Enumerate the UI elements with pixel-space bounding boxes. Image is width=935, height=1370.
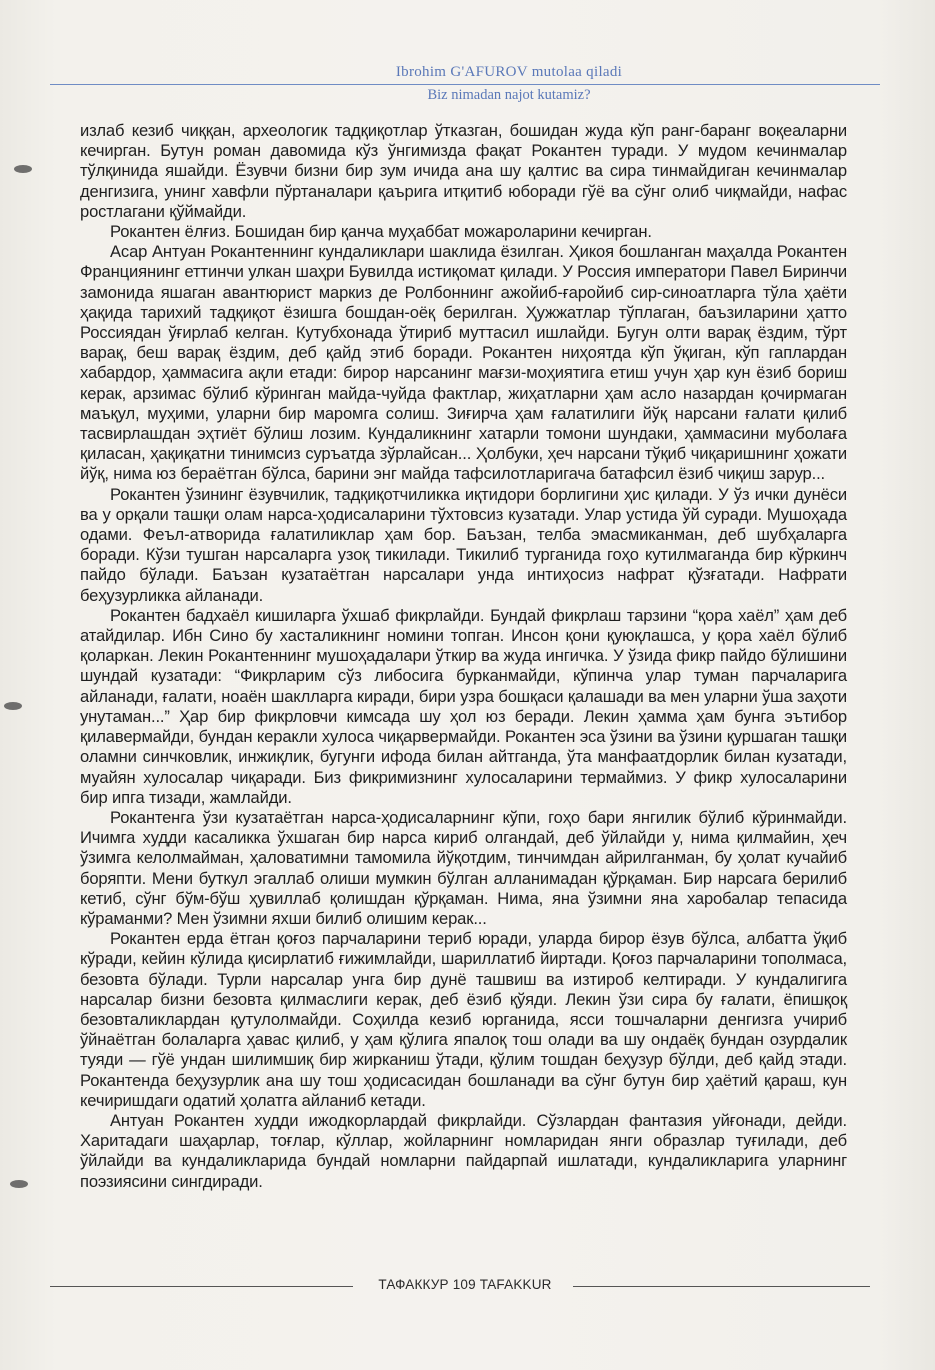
header-rule bbox=[50, 84, 880, 85]
footer-page-label: ТАФАККУР 109 TAFAKKUR bbox=[378, 1277, 552, 1292]
header-subtitle: Biz nimadan najot kutamiz? bbox=[427, 87, 591, 103]
paragraph: Рокантен ўзининг ёзувчилик, тадқиқотчиликка иқтидори борлигини ҳис қилади. У ўз ички дунёси ва у орқали ташқи олам нарса-ҳодисаларини тўхтовсиз кузатади. Улар устида ўй суради. Мушоҳада одами. Феъл-атворида ғалатиликлар ҳам бор. Баъзан, телба эмасмиканман, деб шубҳаларга боради. Кўзи тушган нарсаларга узоқ тикилади. Тикилиб турганида гоҳо кутилмаганда бир кўркинч пайдо бўлади. Баъзан кузатаётган нарсалари унда интиҳосиз нафрат қўзғатади. Нафрати беҳузурликка айланади. bbox=[80, 484, 847, 605]
footer-rule-left bbox=[50, 1286, 353, 1287]
punch-hole-mark bbox=[10, 1180, 28, 1188]
paragraph: Рокантен ерда ётган қоғоз парчаларини териб юради, уларда бирор ёзув бўлса, албатта ўқиб кўради, кейин кўлида қисирлатиб ғижимлайди, шариллатиб йиртади. Қоғоз парчаларини тополмаса, безовта бўлади. Турли нарсалар унга бир дунё ташвиш ва изтироб келтиради. У кундалигига нарсалар бизни безовта қилмаслиги керак, деб ёзиб қўяди. Лекин ўзи сира бу ғалати, ёпишқоқ безовталиклардан қутулолмайди. Соҳилда кезиб юрганида, ясси тошчаларни денгизга учириб ўйнаётган болаларга ҳавас қилиб, у ҳам қўлига япалоқ тош олади ва шу ондаёқ бундан озурдалик туяди — гўё ундан шилимшиқ бир жирканиш ўтади, қўлим тошдан беҳузур бўлди, деб қайд этади. Рокантенда беҳузурлик ана шу тош ҳодисасидан бошланади ва сўнг бутун бир ҳаётий қараш, кун кечиришдаги одатий ҳолатга айланиб кетади. bbox=[80, 929, 847, 1110]
paragraph: Рокантенга ўзи кузатаётган нарса-ҳодисаларнинг кўпи, гоҳо бари янгилик бўлиб кўринмайди. Ичимга худди касаликка ўхшаган бир нарса кириб олгандай, деб ўйлайди у, нима қилмайин, ҳеч ўзимга келолмайман, ҳаловатимни тамомила йўқотдим, тинчимдан айрилганман, бу ҳолат кучайиб боряпти. Мени буткул эгаллаб олиши мумкин бўлган алланимадан қўрқаман. Бир нарсага берилиб кетиб, сўнг бўм-бўш ҳувиллаб қолишдан қўрқаман. Нима, яна ўзимни яна харобалар тепасида кўраманми? Мен ўзимни яхши билиб олишим керак... bbox=[80, 807, 847, 928]
header-author: Ibrohim G'AFUROV mutolaa qiladi bbox=[395, 64, 623, 80]
paragraph: Рокантен бадхаёл кишиларга ўхшаб фикрлайди. Бундай фикрлаш тарзини “қора хаёл” ҳам деб атайдилар. Ибн Сино бу хасталикнинг номини топган. Инсон қони қуюқлашса, у қора хаёл бўлиб қоларкан. Лекин Рокантеннинг мушоҳадалари ўткир ва жуда ингичка. У ўзида фикр пайдо бўлишини шундай кузатади: “Фикрларим сўз либосига бурканмайди, кўпинча улар туман парчаларига айланади, ғалати, ноаён шаклларга киради, бири узра бошқаси қалашади ва мен уларни ўша заҳоти унутаман...” Ҳар бир фикрловчи кимсада шу ҳол юз беради. Лекин ҳамма ҳам бунга эътибор қилавермайди, бундан керакли хулоса чиқарвермайди. Рокантен эса ўзини ва ўзини қуршаган ташқи оламни синчковлик, инжиқлик, бугунги ифода билан айтганда, ўта манфаатдорлик билан кузатади, муайян хулосалар чиқаради. Биз фикримизнинг хулосаларини термаймиз. У фикр хулосаларини бир ипга тизади, жамлайди. bbox=[80, 605, 847, 807]
paragraph: излаб кезиб чиққан, археологик тадқиқотлар ўтказган, бошидан жуда кўп ранг-баранг воқеаларни кечирган. Бутун роман давомида кўз ўнгимизда фақат Рокантен туради. У мудом кечинмалар тўлқинида яшайди. Ёзувчи бизни бир зум ичида ана шу қалтис ва сира тинмайдиган кечинмалар денгизига, унинг хавфли пўртаналари қаърига итқитиб юборади гўё ва сўнг олиб чиқмайди, нафас ростлагани қўймайди. bbox=[80, 121, 847, 221]
punch-hole-mark bbox=[14, 165, 32, 173]
paragraph: Антуан Рокантен худди ижодкорлардай фикрлайди. Сўзлардан фантазия уйғонади, дейди. Харитадаги шаҳарлар, тоғлар, кўллар, жойларнинг номларидан янги образлар туғилади, деб ўйлайди ва кундаликларида бундай номларни пайдарпай ишлатади, кундаликларига уларнинг поэзиясини сингдиради. bbox=[80, 1110, 847, 1191]
footer-rule-right bbox=[573, 1286, 870, 1287]
page-footer bbox=[50, 1275, 880, 1299]
paragraph: Рокантен ёлғиз. Бошидан бир қанча муҳаббат можароларини кечирган. bbox=[110, 222, 652, 242]
article-body bbox=[80, 121, 847, 1192]
punch-hole-mark bbox=[4, 702, 22, 710]
paragraph: Асар Антуан Рокантеннинг кундаликлари шаклида ёзилган. Ҳикоя бошланган маҳалда Рокантен Франциянинг еттинчи улкан шаҳри Бувилда истиқомат қилади. У Россия императори Павел Биринчи замонида яшаган авантюрист маркиз де Ролбоннинг ажойиб-ғаройиб сир-синоатларга тўла ҳаёти ҳақида тарихий тадқиқот ёзишга бошдан-оёқ берилган. Ҳужжатлар тўплаган, баъзиларини ҳатто Россиядан ўғирлаб келган. Кутубхонада ўтириб муттасил ишлайди. Бугун олти варақ ёздим, тўрт варақ, беш варақ ёздим, деб қайд этиб боради. Рокантен ниҳоятда кўп ўқиган, кўп гаплардан хабардор, ҳаммасига ақли етади: бирор нарсанинг мағзи-моҳиятига етиш учун ҳар кун ёзиб бориш керак, арзимас бўлиб кўринган майда-чуйда фактлар, жиҳатларни ҳам асло назардан қочирмаган маъқул, муҳими, уларни бир маромга солиш. Зиғирча ҳам ғалатилиги йўқ нарсани ғалати қилиб тасвирлашдан эҳтиёт бўлиш лозим. Кундаликнинг хатарли томони шундаки, ҳаммасини муболаға қиласан, ҳақиқатни тинимсиз суръатда зўрлайсан... Ҳолбуки, ҳеч нарсани тўқиб чиқаришнинг ҳожати йўқ, нима юз бераётган бўлса, барини энг майда тафсилотларигача батафсил ёзиб чиқиш зарур... bbox=[80, 242, 847, 484]
running-header bbox=[50, 64, 880, 104]
